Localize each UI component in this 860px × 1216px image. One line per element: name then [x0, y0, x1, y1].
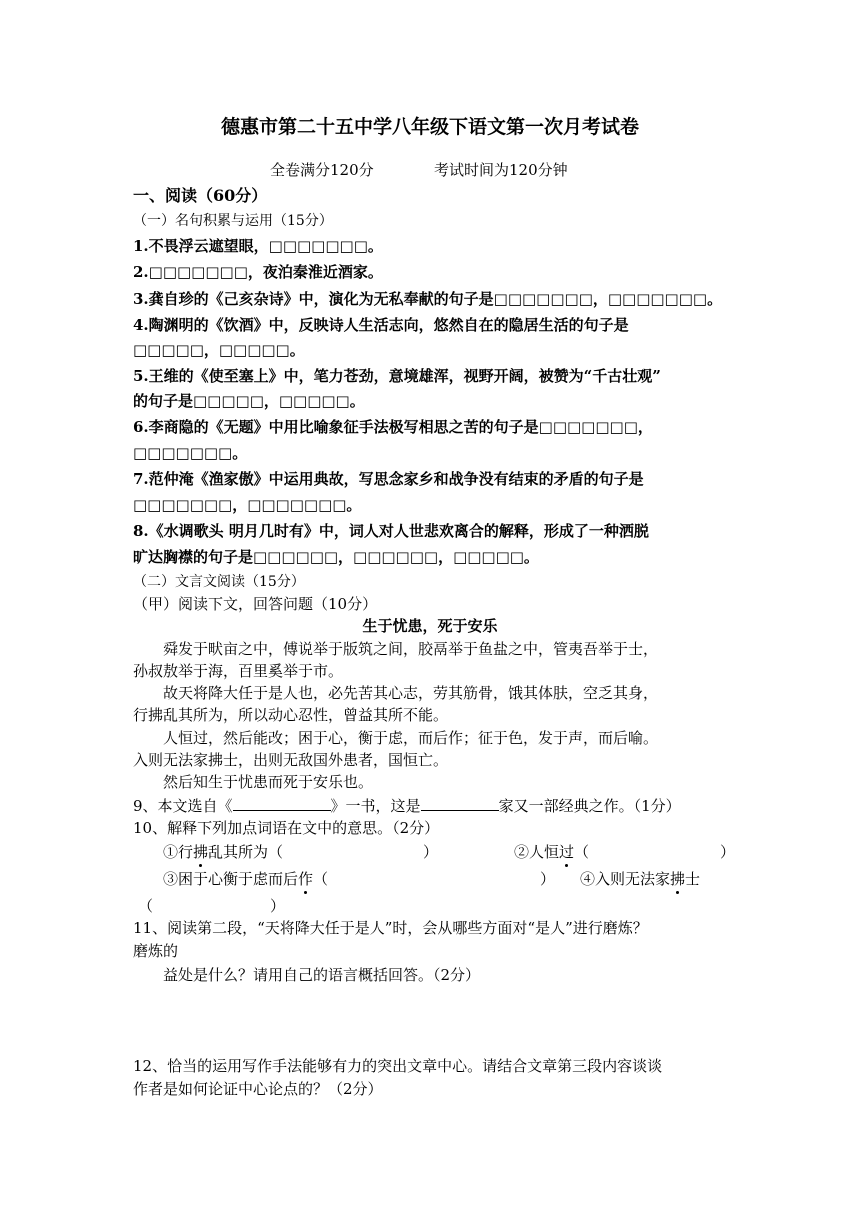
- exam-title: 德惠市第二十五中学八年级下语文第一次月考试卷: [220, 116, 639, 138]
- question-8: 8.《水调歌头 明月几时有》中，词人对人世悲欢离合的解释，形成了一种洒脱: [133, 522, 649, 540]
- question-1: 1.不畏浮云遮望眼，□□□□□□□。: [133, 237, 383, 255]
- answer-blank-school[interactable]: [421, 795, 499, 811]
- part-heading-2: （二）文言文阅读（15分）: [133, 574, 305, 590]
- passage-para-2-cont: 行拂乱其所为，所以动心忍性，曾益其所不能。: [133, 706, 449, 724]
- q10-item-2: ②人恒过（: [514, 843, 590, 861]
- question-10: 10、解释下列加点词语在文中的意思。（2分）: [133, 819, 440, 837]
- question-6-cont: □□□□□□□。: [133, 444, 248, 462]
- dotted-word: 拂: [670, 870, 686, 888]
- q10-item-1-close: ）: [423, 843, 439, 861]
- answer-blank-book[interactable]: [233, 795, 331, 811]
- passage-para-2: 故天将降大任于是人也，必先苦其心志，劳其筋骨，饿其体肤，空乏其身，: [163, 684, 659, 702]
- question-5-cont: 的句子是□□□□□，□□□□□。: [133, 392, 365, 410]
- question-8-cont: 旷达胸襟的句子是□□□□□□，□□□□□□，□□□□□。: [133, 548, 539, 566]
- passage-para-4: 然后知生于忧患而死于安乐也。: [163, 773, 374, 791]
- section-heading: 一、阅读（60分）: [133, 186, 268, 205]
- question-12-cont: 作者是如何论证中心论点的？（2分）: [133, 1080, 383, 1098]
- question-7: 7.范仲淹《渔家傲》中运用典故，写思念家乡和战争没有结束的矛盾的句子是: [133, 470, 644, 488]
- dotted-word: 过: [559, 843, 575, 861]
- q10-item-3: ③困于心衡于虑而后作（: [163, 870, 329, 888]
- question-11: 11、阅读第二段，“天将降大任于是人”时，会从哪些方面对“是人”进行磨炼？: [133, 919, 648, 937]
- question-9: 9、本文选自《 》一书，这是 家又一部经典之作。（1分）: [133, 797, 681, 815]
- passage-para-1-cont: 孙叔敖举于海，百里奚举于市。: [133, 662, 344, 680]
- passage-para-3-cont: 入则无法家拂士，出则无敌国外患者，国恒亡。: [133, 751, 449, 769]
- dotted-word: 作: [298, 870, 314, 888]
- passage-para-3: 人恒过，然后能改；困于心，衡于虑，而后作；征于色，发于声，而后喻。: [163, 729, 659, 747]
- question-6: 6.李商隐的《无题》中用比喻象征手法极写相思之苦的句子是□□□□□□□，: [133, 418, 653, 436]
- question-11-cont-2: 益处是什么？请用自己的语言概括回答。（2分）: [163, 966, 481, 984]
- q10-item-2-close: ）: [720, 843, 736, 861]
- q10-item-4-open: （: [138, 897, 154, 915]
- passage-title: 生于忧患，死于安乐: [362, 617, 498, 635]
- part-heading: （一）名句积累与运用（15分）: [133, 213, 333, 229]
- question-12: 12、恰当的运用写作手法能够有力的突出文章中心。请结合文章第三段内容谈谈: [133, 1057, 663, 1075]
- exam-time: 考试时间为120分钟: [434, 161, 568, 179]
- dotted-word: 拂: [193, 843, 209, 861]
- full-score: 全卷满分120分: [270, 161, 374, 179]
- passage-para-1: 舜发于畎亩之中，傅说举于版筑之间，胶鬲举于鱼盐之中，管夷吾举于士，: [163, 640, 659, 658]
- q10-item-4: ④入则无法家拂士: [580, 870, 701, 888]
- q10-item-1: ①行拂乱其所为（: [163, 843, 284, 861]
- question-11-cont: 磨炼的: [133, 942, 179, 960]
- question-4: 4.陶渊明的《饮酒》中，反映诗人生活志向，悠然自在的隐居生活的句子是: [133, 316, 629, 334]
- question-4-cont: □□□□□，□□□□□。: [133, 341, 305, 359]
- question-3: 3.龚自珍的《己亥杂诗》中，演化为无私奉献的句子是□□□□□□□，□□□□□□□。: [133, 290, 723, 308]
- part-subheading: （甲）阅读下文，回答问题（10分）: [133, 595, 378, 613]
- question-2: 2.□□□□□□□，夜泊秦淮近酒家。: [133, 263, 383, 281]
- question-7-cont: □□□□□□□，□□□□□□□。: [133, 496, 362, 514]
- q10-item-4-close: ）: [270, 897, 286, 915]
- question-5: 5.王维的《使至塞上》中，笔力苍劲，意境雄浑，视野开阔，被赞为“千古壮观”: [133, 367, 661, 385]
- q10-item-3-close: ）: [540, 870, 556, 888]
